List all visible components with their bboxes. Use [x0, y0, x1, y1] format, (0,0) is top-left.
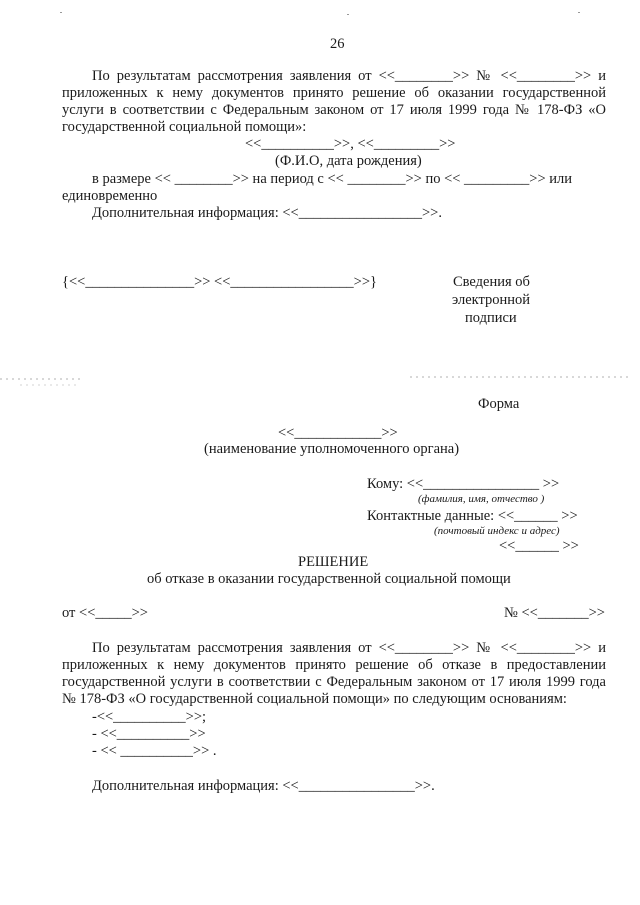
form-label: Форма [478, 396, 520, 412]
date-from-field: от <<_____>> [62, 605, 148, 621]
number-field: № <<_______>> [504, 605, 605, 621]
organ-caption: (наименование уполномоченного органа) [204, 441, 460, 457]
additional-info-2: Дополнительная информация: <<________________>>. [92, 778, 435, 794]
refusal-line-1: По результатам рассмотрения заявления от <<________>> № <<________>> и [92, 640, 606, 656]
decision-line-4: государственной социальной помощи»: [62, 119, 307, 135]
organ-field: <<____________>> [278, 425, 398, 441]
decision-subtitle: об отказе в оказании государственной социальной помощи [147, 571, 511, 587]
page-number: 26 [330, 36, 345, 52]
recipient-caption: (фамилия, имя, отчество ) [418, 493, 545, 505]
decision-title: РЕШЕНИЕ [298, 554, 369, 570]
refusal-line-4: № 178-ФЗ «О государственной социальной помощи» по следующим основаниям: [62, 691, 567, 707]
scan-noise-band [410, 376, 630, 378]
signature-info-1: Сведения об [453, 274, 530, 290]
fio-fields: <<__________>>, <<_________>> [245, 136, 456, 152]
reason-item: - <<__________>> [92, 726, 206, 742]
scan-speck [578, 12, 580, 13]
scan-speck [347, 14, 349, 15]
decision-line-3: услуги в соответствии с Федеральным законом от 17 июля 1999 года № 178-ФЗ «О [62, 102, 606, 118]
fio-caption: (Ф.И.О, дата рождения) [275, 153, 422, 169]
signature-info-2: электронной [452, 292, 531, 308]
recipient-field: Кому: <<________________ >> [367, 476, 560, 492]
amount-period-line: в размере << ________>> на период с << ________>> по << _________>> или [92, 171, 573, 187]
once-text: единовременно [62, 188, 158, 204]
decision-line-1: По результатам рассмотрения заявления от <<________>> № <<________>> и [92, 68, 606, 84]
scan-speck [60, 12, 62, 13]
contacts-field: Контактные данные: <<______ >> [367, 508, 578, 524]
contacts-caption: (почтовый индекс и адрес) [434, 525, 560, 537]
decision-line-2: приложенных к нему документов принято решение об оказании государственной [62, 85, 606, 101]
signature-fields: {<<_______________>> <<_________________>>} [62, 274, 377, 290]
scan-noise-band [20, 384, 80, 386]
additional-info-1: Дополнительная информация: <<_________________>>. [92, 205, 442, 221]
refusal-line-3: государственной услуги в соответствии с Федеральным законом от 17 июля 1999 года [62, 674, 606, 690]
refusal-line-2: приложенных к нему документов принято решение об отказе в предоставлении [62, 657, 606, 673]
signature-info-3: подписи [465, 310, 517, 326]
reason-item: -<<__________>>; [92, 709, 207, 725]
contacts-extra-field: <<______ >> [499, 538, 579, 554]
scan-noise-band [0, 378, 80, 380]
reason-item: - << __________>> . [92, 743, 217, 759]
